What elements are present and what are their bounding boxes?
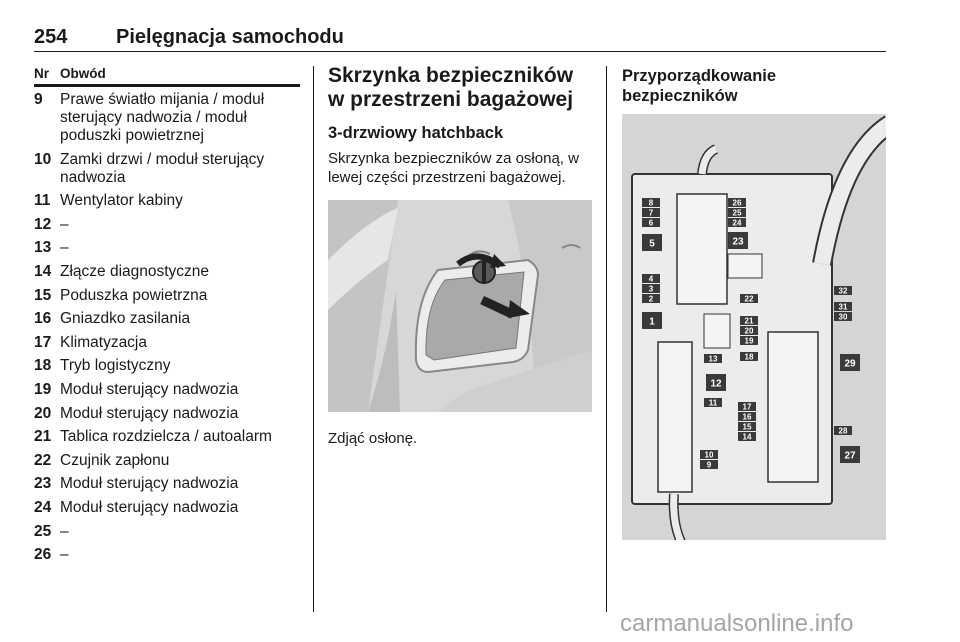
fuse-label-2: 2 (648, 294, 654, 304)
assignment-column (622, 66, 892, 106)
table-row (34, 546, 300, 564)
table-row (34, 357, 300, 375)
fuse-number: 10 (34, 150, 52, 168)
fuse-label-26: 26 (732, 198, 742, 208)
fuse-label-28: 28 (838, 426, 848, 436)
circuit-description: Moduł sterujący nadwozia (60, 380, 239, 398)
fuse-number: 14 (34, 262, 52, 280)
table-row (34, 381, 300, 399)
fuse-number: 20 (34, 404, 52, 422)
fuse-label-4: 4 (648, 274, 654, 284)
fuse-label-15: 15 (742, 422, 752, 432)
fuse-label-10: 10 (704, 450, 714, 460)
fuse-label-5: 5 (649, 238, 655, 250)
fuse-number: 12 (34, 215, 52, 233)
fuse-number: 25 (34, 522, 52, 540)
table-row (34, 216, 300, 234)
circuit-description: Moduł sterujący nadwozia (60, 404, 239, 422)
table-row (34, 310, 300, 328)
circuit-description: Wentylator kabiny (60, 192, 183, 210)
fuse-label-29: 29 (844, 358, 856, 370)
circuit-description: – (60, 522, 69, 540)
fuse-label-22: 22 (744, 294, 754, 304)
circuit-description: Czujnik zapłonu (60, 451, 170, 469)
col-circuit-header: Obwód (60, 66, 106, 81)
fuse-label-30: 30 (838, 312, 848, 322)
fuse-label-8: 8 (648, 198, 654, 208)
table-row (34, 523, 300, 541)
fuse-label-21: 21 (744, 316, 754, 326)
fuse-number: 17 (34, 333, 52, 351)
circuit-description: Moduł sterujący nadwozia (60, 498, 239, 516)
fuse-label-9: 9 (706, 460, 712, 470)
fuse-label-12: 12 (710, 378, 722, 390)
fuse-number: 16 (34, 310, 52, 328)
fuse-label-6: 6 (648, 218, 654, 228)
page-title: Pielęgnacja samochodu (116, 26, 344, 48)
table-row (34, 452, 300, 470)
fuse-number: 23 (34, 475, 52, 493)
fuse-label-20: 20 (744, 326, 754, 336)
section-heading: Skrzynka bezpieczników w przestrzeni bagażowej (328, 64, 574, 111)
table-row (34, 263, 300, 281)
circuit-description: Tablica rozdzielcza / autoalarm (60, 428, 272, 446)
fuse-table (34, 64, 300, 570)
circuit-description: Moduł sterujący nadwozia (60, 475, 239, 493)
table-header-rule (34, 84, 300, 87)
fuse-label-3: 3 (648, 284, 654, 294)
table-row (34, 405, 300, 423)
circuit-description: – (60, 546, 69, 564)
fuse-label-17: 17 (742, 402, 752, 412)
circuit-description: Złącze diagnostyczne (60, 262, 210, 280)
fuse-number: 13 (34, 239, 52, 257)
fuse-label-14: 14 (742, 432, 752, 442)
page-header (34, 26, 886, 52)
fuse-label-27: 27 (844, 450, 856, 462)
table-row (34, 475, 300, 493)
circuit-description: – (60, 215, 69, 233)
col-nr-header: Nr (34, 66, 50, 81)
column-divider (606, 66, 607, 612)
fuse-number: 26 (34, 546, 52, 564)
table-row (34, 151, 300, 187)
column-divider (313, 66, 314, 612)
fuse-label-18: 18 (744, 352, 754, 362)
fuse-label-7: 7 (648, 208, 654, 218)
circuit-description: – (60, 239, 69, 257)
fuse-box-diagram (622, 114, 886, 540)
fuse-label-1: 1 (649, 316, 655, 328)
fuse-label-25: 25 (732, 208, 742, 218)
circuit-description: Poduszka powietrzna (60, 286, 208, 304)
table-row (34, 192, 300, 210)
fuse-number: 21 (34, 428, 52, 446)
table-body (34, 91, 300, 564)
circuit-description: Zamki drzwi / moduł sterujący nadwozia (60, 150, 265, 186)
fuse-number: 24 (34, 498, 52, 516)
circuit-description: Klimatyzacja (60, 333, 147, 351)
fuse-label-11: 11 (708, 398, 718, 408)
section-paragraph: Skrzynka bezpieczników za osłoną, w lewej części przestrzeni bagażowej. (328, 150, 579, 186)
fuse-label-23: 23 (732, 236, 744, 248)
table-row (34, 239, 300, 257)
fuse-number: 22 (34, 451, 52, 469)
fuse-number: 9 (34, 91, 43, 108)
table-header (34, 64, 300, 84)
circuit-description: Gniazdko zasilania (60, 310, 191, 328)
fuse-label-31: 31 (838, 302, 848, 312)
watermark: carmanualsonline.info (620, 610, 854, 637)
table-row (34, 287, 300, 305)
section-subheading: 3-drzwiowy hatchback (328, 124, 504, 142)
cover-removal-illustration (328, 200, 592, 412)
fuse-label-24: 24 (732, 218, 742, 228)
fuse-number: 11 (34, 192, 51, 210)
table-row (34, 91, 300, 145)
fuse-label-19: 19 (744, 336, 754, 346)
fuse-label-16: 16 (742, 412, 752, 422)
section-column (328, 64, 592, 187)
fuse-number: 15 (34, 286, 52, 304)
table-row (34, 499, 300, 517)
header-rule (34, 51, 886, 52)
table-row (34, 334, 300, 352)
fuse-label-13: 13 (708, 354, 718, 364)
fuse-number: 19 (34, 380, 52, 398)
page-number: 254 (34, 26, 68, 48)
illustration-caption: Zdjąć osłonę. (328, 430, 418, 447)
fuse-label-32: 32 (838, 286, 848, 296)
table-row (34, 428, 300, 446)
circuit-description: Tryb logistyczny (60, 357, 171, 375)
fuse-number: 18 (34, 357, 52, 375)
assignment-heading: Przyporządkowanie bezpieczników (622, 67, 777, 105)
circuit-description: Prawe światło mijania / moduł sterujący nadwozia / moduł poduszki powietrznej (60, 91, 265, 144)
